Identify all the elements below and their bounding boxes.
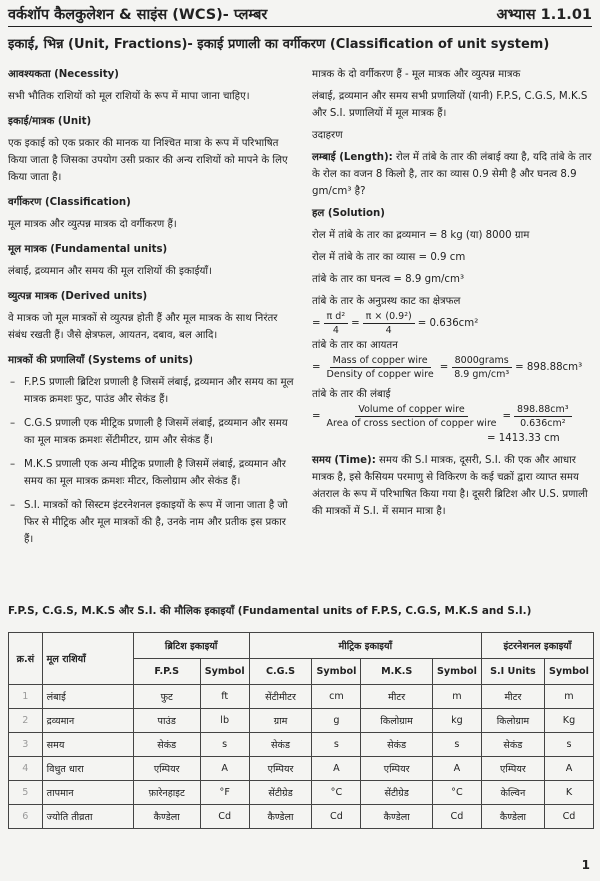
row-fps-symbol: ft bbox=[200, 685, 249, 709]
header-symbol: Symbol bbox=[312, 659, 361, 685]
row-quantity: समय bbox=[42, 733, 133, 757]
row-fps: फुट bbox=[133, 685, 200, 709]
area-equation: = $\frac{\text{π d²}}{4}$ = $\frac{\text{π × (0.9²)}}{4}$ = 0.636cm² bbox=[312, 311, 479, 336]
row-cgs-symbol: cm bbox=[312, 685, 361, 709]
fundamental-heading: मूल मात्रक (Fundamental units) bbox=[8, 244, 168, 255]
header-symbol: Symbol bbox=[432, 659, 481, 685]
row-mks-symbol: Cd bbox=[432, 805, 481, 829]
table-row bbox=[9, 781, 594, 805]
row-mks-symbol: A bbox=[432, 757, 481, 781]
row-cgs: सेकंड bbox=[249, 733, 312, 757]
row-si-symbol: Kg bbox=[544, 709, 593, 733]
row-cgs-symbol: °C bbox=[312, 781, 361, 805]
density-line: तांबे के तार का घनत्व = 8.9 gm/cm³ bbox=[312, 274, 465, 285]
fraction-denominator: 4 bbox=[385, 325, 392, 336]
page-header bbox=[8, 4, 592, 26]
length-result: = 1413.33 cm bbox=[487, 433, 560, 444]
row-quantity: विधुत धारा bbox=[42, 757, 133, 781]
unit-text: एक इकाई को एक प्रकार की मानक या निश्चित मात्रा के रूप में परिभाषित किया जाता है जिसका उपयोग उसी प्रकार की अन्य राशियों को मापने के लिए किया जाता है। bbox=[8, 138, 288, 183]
classification-heading: वर्गीकरण (Classification) bbox=[8, 197, 131, 208]
units-table bbox=[8, 632, 594, 829]
header-symbol: Symbol bbox=[200, 659, 249, 685]
header-mks: M.K.S bbox=[361, 659, 433, 685]
area-label: तांबे के तार के अनुप्रस्थ काट का क्षेत्रफल bbox=[312, 296, 461, 307]
row-cgs: ग्राम bbox=[249, 709, 312, 733]
row-sno: 6 bbox=[9, 805, 43, 829]
row-si-symbol: K bbox=[544, 781, 593, 805]
row-fps: सेकंड bbox=[133, 733, 200, 757]
derived-heading: व्युत्पन्न मात्रक (Derived units) bbox=[8, 291, 148, 302]
row-si: सेकंड bbox=[481, 733, 544, 757]
row-quantity: तापमान bbox=[42, 781, 133, 805]
row-mks-symbol: m bbox=[432, 685, 481, 709]
volume-label: तांबे के तार का आयतन bbox=[312, 340, 398, 351]
row-fps-symbol: °F bbox=[200, 781, 249, 805]
time-heading: समय (Time): bbox=[312, 455, 376, 466]
fundamental-text: लंबाई, द्रव्यमान और समय की मूल राशियों की इकाईयाँ। bbox=[8, 266, 212, 277]
solution-heading: हल (Solution) bbox=[312, 208, 385, 219]
row-mks: सेकंड bbox=[361, 733, 433, 757]
row-si-symbol: A bbox=[544, 757, 593, 781]
fraction-denominator: 8.9 gm/cm³ bbox=[454, 369, 510, 380]
row-mks: एम्पियर bbox=[361, 757, 433, 781]
length-text: रोल में तांबे के तार की लंबाई क्या है, यदि तांबे के तार के रोल का वजन 8 किलो है, तार का व्यास 0.9 सेमी है और घनत्व 8.9 gm/cm³ है? bbox=[312, 152, 592, 197]
row-quantity: द्रव्यमान bbox=[42, 709, 133, 733]
right-column bbox=[312, 66, 592, 520]
row-fps: फ़ारेनहाइट bbox=[133, 781, 200, 805]
header-international: इंटरनेशनल इकाइयाँ bbox=[481, 633, 593, 659]
list-item: – M.K.S प्रणाली एक अन्य मीट्रिक प्रणाली है जिसमें लंबाई, द्रव्यमान और समय का मूल मात्रक क्रमशः मीटर, किलोग्राम और सेकंड हैं। bbox=[8, 456, 296, 490]
necessity-heading: आवश्यकता (Necessity) bbox=[8, 69, 119, 80]
row-si-symbol: s bbox=[544, 733, 593, 757]
header-fps: F.P.S bbox=[133, 659, 200, 685]
fraction-denominator: Density of copper wire bbox=[326, 369, 434, 380]
example-label: उदाहरण bbox=[312, 130, 343, 141]
header-si: S.I Units bbox=[481, 659, 544, 685]
page-number: 1 bbox=[581, 858, 590, 872]
systems-heading: मात्रकों की प्रणालियाँ (Systems of units) bbox=[8, 355, 194, 366]
area-result: = 0.636cm² bbox=[417, 318, 479, 329]
left-column bbox=[8, 66, 296, 555]
fraction-denominator: 4 bbox=[332, 325, 339, 336]
row-si: किलोग्राम bbox=[481, 709, 544, 733]
row-mks: मीटर bbox=[361, 685, 433, 709]
row-si: एम्पियर bbox=[481, 757, 544, 781]
volume-result: = 898.88cm³ bbox=[515, 362, 583, 373]
page-subtitle: इकाई, भिन्न (Unit, Fractions)- इकाई प्रणाली का वर्गीकरण (Classification of unit system) bbox=[8, 37, 550, 52]
row-fps-symbol: Cd bbox=[200, 805, 249, 829]
header-rule bbox=[8, 26, 592, 27]
length-heading: लम्बाई (Length): bbox=[312, 152, 393, 163]
header-cgs: C.G.S bbox=[249, 659, 312, 685]
table-title: F.P.S, C.G.S, M.K.S और S.I. की मौलिक इकाइयाँ (Fundamental units of F.P.S, C.G.S, M.K.S and S.I.) bbox=[8, 605, 532, 617]
length-calc-label: तांबे के तार की लंबाई bbox=[312, 389, 391, 400]
row-mks: सेंटीग्रेड bbox=[361, 781, 433, 805]
row-si-symbol: Cd bbox=[544, 805, 593, 829]
fraction-numerator: 8000grams bbox=[452, 354, 512, 368]
table-header-row bbox=[9, 633, 594, 659]
systems-text: लंबाई, द्रव्यमान और समय सभी प्रणालियों (यानी) F.P.S, C.G.S, M.K.S और S.I. प्रणालियों में मूल मात्रक हैं। bbox=[312, 91, 588, 119]
row-mks-symbol: s bbox=[432, 733, 481, 757]
classification-text: मूल मात्रक और व्युत्पन्न मात्रक दो वर्गीकरण हैं। bbox=[8, 219, 177, 230]
fraction-numerator: Mass of copper wire bbox=[330, 354, 431, 368]
row-quantity: ज्योति तीव्रता bbox=[42, 805, 133, 829]
row-fps: कैण्डेला bbox=[133, 805, 200, 829]
derived-text: वे मात्रक जो मूल मात्रकों से व्युत्पन्न होती हैं और मूल मात्रक के साथ निरंतर संबंध रखती हैं। जैसे क्षेत्रफल, आयतन, दबाव, बल आदि। bbox=[8, 313, 278, 341]
row-fps-symbol: s bbox=[200, 733, 249, 757]
header-sno: क्र.सं bbox=[9, 633, 43, 685]
exercise-number: अभ्यास 1.1.01 bbox=[496, 7, 592, 23]
fraction-numerator: π × (0.9²) bbox=[363, 310, 415, 324]
header-british: ब्रिटिश इकाइयाँ bbox=[133, 633, 249, 659]
row-fps-symbol: A bbox=[200, 757, 249, 781]
table-row bbox=[9, 805, 594, 829]
table-row bbox=[9, 733, 594, 757]
table-row bbox=[9, 757, 594, 781]
mass-line: रोल में तांबे के तार का द्रव्यमान = 8 kg (या) 8000 ग्राम bbox=[312, 230, 530, 241]
header-metric: मीट्रिक इकाइयाँ bbox=[249, 633, 481, 659]
row-sno: 3 bbox=[9, 733, 43, 757]
row-quantity: लंबाई bbox=[42, 685, 133, 709]
row-si-symbol: m bbox=[544, 685, 593, 709]
diameter-line: रोल में तांबे के तार का व्यास = 0.9 cm bbox=[312, 252, 466, 263]
row-cgs: सेंटीमीटर bbox=[249, 685, 312, 709]
row-fps: पाउंड bbox=[133, 709, 200, 733]
row-mks-symbol: °C bbox=[432, 781, 481, 805]
row-mks: किलोग्राम bbox=[361, 709, 433, 733]
row-cgs: कैण्डेला bbox=[249, 805, 312, 829]
length-equation: = $\frac{\text{Volume of copper wire}}{\text{Area of cross section of copper wire}}$ = $\frac{\text{898.88cm³}}{\text{0.636cm²}}$ bbox=[312, 403, 592, 430]
list-item: – F.P.S प्रणाली ब्रिटिश प्रणाली है जिसमें लंबाई, द्रव्यमान और समय का मूल मात्रक क्रमशः फुट, पाउंड और सेकंड हैं। bbox=[8, 374, 296, 408]
unit-heading: इकाई/मात्रक (Unit) bbox=[8, 116, 92, 127]
row-si: मीटर bbox=[481, 685, 544, 709]
fraction-denominator: 0.636cm² bbox=[520, 418, 566, 429]
fraction-numerator: 898.88cm³ bbox=[514, 403, 572, 417]
row-cgs-symbol: A bbox=[312, 757, 361, 781]
row-si: कैण्डेला bbox=[481, 805, 544, 829]
fraction-numerator: π d² bbox=[324, 310, 349, 324]
header-quantity: मूल राशियाँ bbox=[42, 633, 133, 685]
row-mks-symbol: kg bbox=[432, 709, 481, 733]
fraction-numerator: Volume of copper wire bbox=[355, 403, 467, 417]
row-sno: 1 bbox=[9, 685, 43, 709]
list-item: – C.G.S प्रणाली एक मीट्रिक प्रणाली है जिसमें लंबाई, द्रव्यमान और समय का मूल मात्रक क्रमशः सेंटीमीटर, ग्राम और सेकंड हैं। bbox=[8, 415, 296, 449]
row-sno: 5 bbox=[9, 781, 43, 805]
table-row bbox=[9, 709, 594, 733]
row-sno: 2 bbox=[9, 709, 43, 733]
list-item: – S.I. मात्रकों को सिस्टम इंटरनेशनल इकाइयों के रूप में जाना जाता है जो फिर से मीट्रिक और मूल मात्रकों की है, उनके नाम और प्रतीक इस प्रकार हैं। bbox=[8, 497, 296, 548]
systems-list bbox=[8, 374, 296, 548]
row-cgs-symbol: s bbox=[312, 733, 361, 757]
row-cgs-symbol: Cd bbox=[312, 805, 361, 829]
header-symbol: Symbol bbox=[544, 659, 593, 685]
necessity-text: सभी भौतिक राशियों को मूल राशियों के रूप में मापा जाना चाहिए। bbox=[8, 91, 250, 102]
row-cgs: सेंटीग्रेड bbox=[249, 781, 312, 805]
row-cgs: एम्पियर bbox=[249, 757, 312, 781]
intro-text: मात्रक के दो वर्गीकरण हैं - मूल मात्रक और व्युत्पन्न मात्रक bbox=[312, 69, 521, 80]
book-title: वर्कशॉप कैलकुलेशन & साइंस (WCS)- प्लम्बर bbox=[8, 7, 268, 23]
row-fps-symbol: lb bbox=[200, 709, 249, 733]
fraction-denominator: Area of cross section of copper wire bbox=[326, 418, 497, 429]
row-sno: 4 bbox=[9, 757, 43, 781]
time-text: समय की S.I मात्रक, दूसरी, S.I. की एक और आधार मात्रक है, इसे कैसियम परमाणु से विकिरण के कई चक्रों द्वारा व्याप्त समय अंतराल के रूप में परिभाषित किया गया है। दूसरी ब्रिटिश और U.S. प्रणाली की मात्रकों में S.I. में समान मात्रा है। bbox=[312, 455, 588, 517]
row-cgs-symbol: g bbox=[312, 709, 361, 733]
volume-equation: = $\frac{\text{Mass of copper wire}}{\text{Density of copper wire}}$ = $\frac{\text{8000grams}}{\text{8.9 gm/cm³}}$ = 898.88cm³ bbox=[312, 355, 583, 380]
row-mks: कैण्डेला bbox=[361, 805, 433, 829]
row-si: केल्विन bbox=[481, 781, 544, 805]
table-row bbox=[9, 685, 594, 709]
row-fps: एम्पियर bbox=[133, 757, 200, 781]
